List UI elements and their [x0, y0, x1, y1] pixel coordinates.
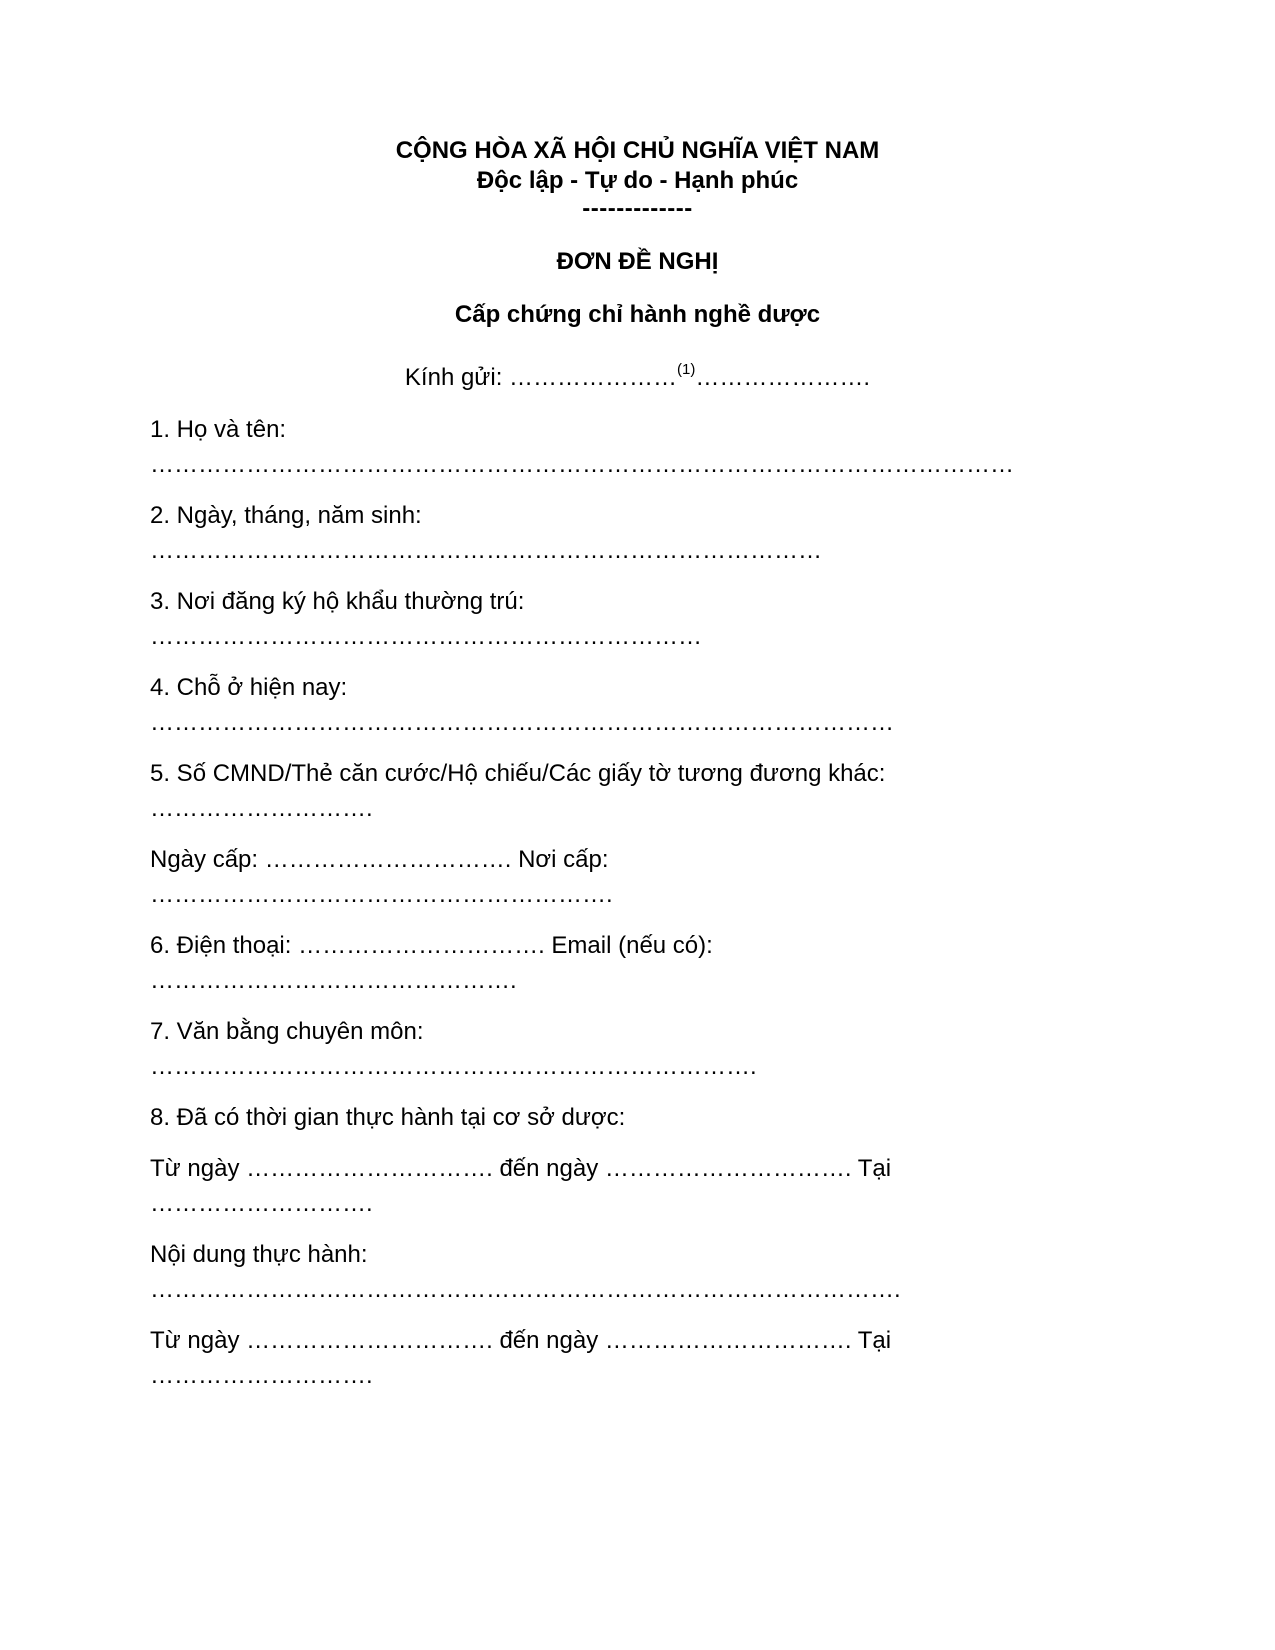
field-label-line: 5. Số CMND/Thẻ căn cước/Hộ chiếu/Các giấy tờ tương đương khác: — [150, 760, 886, 787]
form-field — [150, 842, 1125, 912]
field-fill-line: ………………………. — [150, 795, 373, 822]
form-title: ĐƠN ĐỀ NGHỊ — [556, 248, 719, 275]
national-title: CỘNG HÒA XÃ HỘI CHỦ NGHĨA VIỆT NAM — [395, 137, 880, 164]
form-field — [150, 1100, 1125, 1135]
form-fields — [150, 412, 1125, 1393]
field-label-line: Từ ngày …………………………. đến ngày …………………………. Tại — [150, 1155, 892, 1182]
field-fill-line: ……………………………………………………………………………………………… — [150, 451, 1014, 478]
field-fill-line: …………………………………………………. — [150, 881, 613, 908]
form-field — [150, 756, 1125, 826]
field-fill-line: …………………………………………………………… — [150, 623, 702, 650]
field-fill-line: ………………………………………………………………………………… — [150, 709, 894, 736]
form-field — [150, 584, 1125, 654]
field-label-line: 2. Ngày, tháng, năm sinh: — [150, 502, 422, 529]
form-subtitle: Cấp chứng chỉ hành nghề dược — [454, 301, 821, 328]
form-field — [150, 498, 1125, 568]
salutation-footnote-ref: (1) — [677, 361, 696, 378]
field-label-line: 8. Đã có thời gian thực hành tại cơ sở dược: — [150, 1104, 626, 1131]
field-fill-line: ………………………. — [150, 1190, 373, 1217]
salutation-prefix: Kính gửi: ………………… — [404, 364, 678, 391]
form-field — [150, 1237, 1125, 1307]
salutation-suffix: …………………. — [695, 364, 871, 391]
field-label-line: Nội dung thực hành: — [150, 1241, 368, 1268]
national-header — [150, 136, 1125, 222]
field-fill-line: ………………………………………………………………………… — [150, 537, 822, 564]
form-field — [150, 412, 1125, 482]
form-field — [150, 928, 1125, 998]
form-field — [150, 670, 1125, 740]
form-field — [150, 1323, 1125, 1393]
field-label-line: 3. Nơi đăng ký hộ khẩu thường trú: — [150, 588, 525, 615]
field-label-line: 1. Họ và tên: — [150, 416, 287, 443]
field-label-line: 6. Điện thoại: …………………………. Email (nếu có): — [150, 932, 713, 959]
field-fill-line: ………………………………………. — [150, 967, 517, 994]
field-fill-line: ………………………. — [150, 1362, 373, 1389]
form-field — [150, 1151, 1125, 1221]
field-fill-line: …………………………………………………………………. — [150, 1053, 757, 1080]
field-label-line: Từ ngày …………………………. đến ngày …………………………. Tại — [150, 1327, 892, 1354]
field-fill-line: …………………………………………………………………………………. — [150, 1276, 901, 1303]
national-motto: Độc lập - Tự do - Hạnh phúc — [476, 167, 799, 194]
form-field — [150, 1014, 1125, 1084]
field-label-line: 7. Văn bằng chuyên môn: — [150, 1018, 424, 1045]
field-label-line: Ngày cấp: …………………………. Nơi cấp: — [150, 846, 609, 873]
salutation-line — [150, 360, 1125, 395]
header-divider: ------------- — [582, 195, 693, 222]
field-label-line: 4. Chỗ ở hiện nay: — [150, 674, 348, 701]
